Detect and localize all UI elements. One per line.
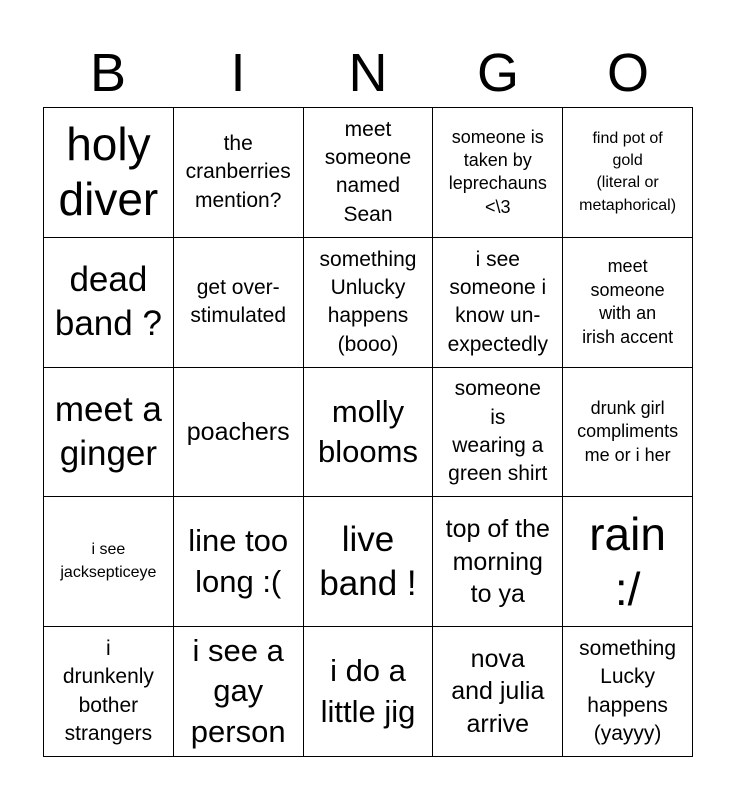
cell-text: dead band ? (54, 260, 162, 344)
bingo-cell[interactable] (44, 497, 174, 627)
cell-text: i see a gay person (190, 633, 286, 749)
cell-text: top of the morning to ya (445, 515, 550, 609)
cell-text: the cranberries mention? (185, 131, 291, 212)
bingo-cell[interactable] (433, 627, 563, 757)
header-letter-b: B (89, 43, 127, 103)
bingo-cell[interactable] (44, 627, 174, 757)
cell-text: molly blooms (318, 393, 418, 469)
bingo-cell[interactable] (563, 238, 693, 368)
bingo-board (43, 107, 693, 757)
header-letter-o: O (606, 43, 649, 103)
bingo-cell[interactable] (44, 368, 174, 498)
cell-text: someone is taken by leprechauns <\3 (448, 126, 547, 217)
cell-text: i see someone i know un- expectedly (447, 247, 548, 356)
cell-text: find pot of gold (literal or metaphorical) (579, 129, 677, 214)
cell-text: meet someone with an irish accent (582, 256, 674, 347)
cell-text: nova and julia arrive (451, 644, 545, 738)
cell-text: live band ! (319, 520, 417, 603)
bingo-cell[interactable] (563, 497, 693, 627)
cell-text: poachers (186, 417, 290, 446)
header-letter-g: G (476, 43, 519, 103)
bingo-cell[interactable] (174, 497, 304, 627)
bingo-cell[interactable] (304, 238, 434, 368)
bingo-cell[interactable] (44, 108, 174, 238)
cell-text: meet a ginger (54, 390, 162, 473)
bingo-cell[interactable] (304, 627, 434, 757)
cell-text: i see jacksepticeye (60, 541, 157, 581)
bingo-cell[interactable] (304, 368, 434, 498)
bingo-cell[interactable] (433, 108, 563, 238)
bingo-cell[interactable] (433, 368, 563, 498)
bingo-cell[interactable] (44, 238, 174, 368)
bingo-cell[interactable] (304, 108, 434, 238)
bingo-cell[interactable] (563, 108, 693, 238)
header-letter-i: I (230, 43, 246, 103)
bingo-cell[interactable] (174, 627, 304, 757)
header-letter-n: N (348, 43, 388, 103)
cell-text: i do a little jig (320, 653, 416, 729)
bingo-cell[interactable] (174, 238, 304, 368)
bingo-header (43, 40, 693, 106)
bingo-cell[interactable] (433, 497, 563, 627)
cell-text: something Unlucky happens (booo) (319, 247, 417, 356)
cell-text: something Lucky happens (yayyy) (579, 636, 677, 745)
bingo-cell[interactable] (563, 368, 693, 498)
cell-text: get over- stimulated (190, 275, 287, 328)
bingo-cell[interactable] (563, 627, 693, 757)
bingo-cell[interactable] (174, 368, 304, 498)
cell-text: line too long :( (188, 523, 289, 599)
cell-text: drunk girl compliments me or i her (577, 397, 679, 465)
bingo-cell[interactable] (174, 108, 304, 238)
cell-text: someone is wearing a green shirt (448, 377, 548, 486)
cell-text: i drunkenly bother strangers (62, 636, 154, 745)
cell-text: holy diver (58, 118, 159, 226)
bingo-cell[interactable] (433, 238, 563, 368)
cell-text: meet someone named Sean (324, 117, 412, 226)
bingo-cell[interactable] (304, 497, 434, 627)
cell-text: rain :/ (589, 507, 666, 615)
